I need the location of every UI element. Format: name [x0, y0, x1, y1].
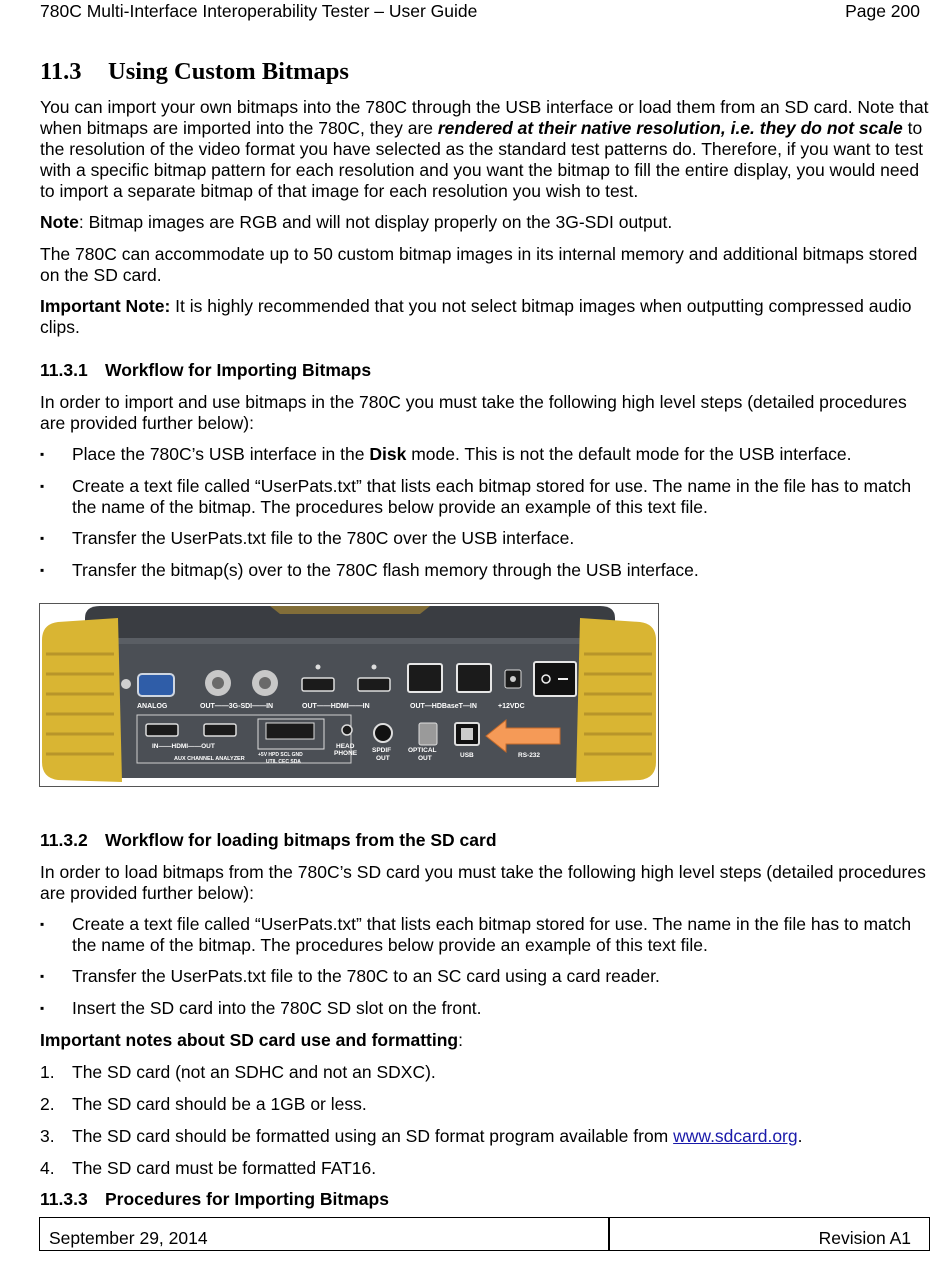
optical-label-2: OUT — [418, 755, 432, 762]
item-text-after: . — [797, 1126, 803, 1146]
sd-notes-colon: : — [458, 1030, 463, 1050]
subsection-number: 11.3.1 — [40, 360, 88, 380]
hdbaset-label: OUT—HDBaseT—IN — [410, 703, 477, 710]
numbered-item — [40, 1094, 930, 1115]
bullet-text: Place the 780C’s USB interface in the — [72, 444, 370, 464]
bullet-bold: Disk — [369, 444, 407, 464]
important-note-text: It is highly recommended that you not select bitmap images when outputting compressed audio clips. — [40, 296, 912, 337]
footer-divider — [608, 1218, 610, 1250]
list-item — [40, 966, 930, 987]
item-number: 4. — [40, 1158, 55, 1178]
bullet-text: Transfer the UserPats.txt file to the 780C over the USB interface. — [72, 528, 575, 548]
intro-text-2: to the resolution of the video format you have selected as the standard test patterns do. Therefore, if you want to test with a specific bitmap pattern for each resolution and you want the bitmap to fill the entire display, you would need to import a separate bitmap of that image for each resolution you wish to test. — [40, 118, 923, 201]
subsection-title: Workflow for Importing Bitmaps — [105, 360, 372, 380]
analog-label: ANALOG — [137, 703, 168, 710]
important-note-label: Important Note: — [40, 296, 171, 316]
bullet-marker: ▪ — [40, 563, 45, 577]
list-item — [40, 528, 930, 549]
hdmi-bottom-label: IN——HDMI——OUT — [152, 743, 215, 750]
note-label: Note — [40, 212, 79, 232]
spdif-label-2: OUT — [376, 755, 390, 762]
bullet-text: Transfer the UserPats.txt file to the 780C to an SC card using a card reader. — [72, 966, 660, 986]
section-heading — [40, 57, 349, 87]
footer-revision: Revision A1 — [818, 1228, 911, 1248]
numbered-item — [40, 1158, 930, 1179]
rs232-label: RS-232 — [518, 752, 541, 759]
intro-paragraph — [40, 97, 930, 202]
bullet-marker: ▪ — [40, 969, 45, 983]
running-header-title: 780C Multi-Interface Interoperability Tester – User Guide — [40, 1, 478, 21]
dc-label: +12VDC — [498, 703, 525, 710]
section-number: 11.3 — [40, 58, 82, 85]
sd-notes-heading-text: Important notes about SD card use and formatting — [40, 1030, 459, 1050]
item-number: 3. — [40, 1126, 55, 1146]
list-item — [40, 560, 930, 581]
subsection-title: Procedures for Importing Bitmaps — [105, 1189, 389, 1209]
list-item — [40, 444, 930, 465]
footer-date: September 29, 2014 — [49, 1228, 208, 1248]
sd-notes-heading — [40, 1030, 930, 1051]
bullet-marker: ▪ — [40, 479, 45, 493]
numbered-item — [40, 1062, 930, 1083]
subsection-number: 11.3.2 — [40, 830, 88, 850]
bullet-text: Insert the SD card into the 780C SD slot on the front. — [72, 998, 482, 1018]
list-item — [40, 914, 930, 956]
bullet-marker: ▪ — [40, 447, 45, 461]
aux-pins2-label: UTIL CEC SDA — [266, 759, 301, 765]
bullet-marker: ▪ — [40, 1001, 45, 1015]
optical-label: OPTICAL — [408, 747, 437, 754]
sdcard-link[interactable]: www.sdcard.org — [673, 1126, 798, 1146]
aux-pins-label: +5V HPD SCL GND — [258, 752, 303, 758]
numbered-item — [40, 1126, 930, 1147]
sub2-intro: In order to load bitmaps from the 780C’s SD card you must take the following high level steps (detailed procedures are provided further below): — [40, 862, 926, 903]
intro-emphasis: rendered at their native resolution, i.e. they do not scale — [437, 118, 903, 138]
note-paragraph — [40, 212, 930, 233]
important-note-paragraph — [40, 296, 930, 338]
spdif-label: SPDIF — [372, 747, 392, 754]
subsection-number: 11.3.3 — [40, 1189, 88, 1209]
bullet-text-after: mode. This is not the default mode for the USB interface. — [406, 444, 852, 464]
subsection-heading-3 — [40, 1189, 389, 1210]
subsection-title: Workflow for loading bitmaps from the SD card — [105, 830, 497, 850]
headphone-label: HEAD — [336, 743, 355, 750]
item-number: 2. — [40, 1094, 55, 1114]
subsection-heading-1 — [40, 360, 371, 381]
hdmi-top-label: OUT——HDMI——IN — [302, 703, 370, 710]
item-text: The SD card should be formatted using an SD format program available from — [72, 1126, 674, 1146]
device-rear-panel-photo — [39, 603, 659, 787]
list-item — [40, 998, 930, 1019]
item-number: 1. — [40, 1062, 55, 1082]
aux-label: AUX CHANNEL ANALYZER — [174, 756, 245, 762]
intro-text-1: You can import your own bitmaps into the 780C through the USB interface or load them from an SD card. Note that when bitmaps are imported into the 780C, they are — [40, 97, 929, 138]
note-text: : Bitmap images are RGB and will not display properly on the 3G-SDI output. — [78, 212, 673, 232]
section-title: Using Custom Bitmaps — [108, 58, 349, 85]
sub1-intro: In order to import and use bitmaps in the 780C you must take the following high level steps (detailed procedures are provided further below): — [40, 392, 907, 433]
item-text: The SD card should be a 1GB or less. — [72, 1094, 367, 1114]
bullet-text: Create a text file called “UserPats.txt” that lists each bitmap stored for use. The name in the file has to match the name of the bitmap. The procedures below provide an example of this text file. — [72, 476, 912, 517]
bullet-text: Create a text file called “UserPats.txt” that lists each bitmap stored for use. The name in the file has to match the name of the bitmap. The procedures below provide an example of this text file. — [72, 914, 912, 955]
bullet-marker: ▪ — [40, 531, 45, 545]
page-number: Page 200 — [845, 1, 920, 21]
usb-label: USB — [460, 752, 474, 759]
page-footer — [39, 1217, 930, 1251]
sdi-label: OUT——3G-SDI——IN — [200, 703, 274, 710]
bullet-marker: ▪ — [40, 917, 45, 931]
subsection-heading-2 — [40, 830, 497, 851]
list-item — [40, 476, 930, 518]
item-text: The SD card (not an SDHC and not an SDXC). — [72, 1062, 436, 1082]
capacity-paragraph: The 780C can accommodate up to 50 custom bitmap images in its internal memory and additional bitmaps stored on the SD card. — [40, 244, 918, 285]
bullet-text: Transfer the bitmap(s) over to the 780C flash memory through the USB interface. — [72, 560, 699, 580]
headphone-label-2: PHONE — [334, 750, 358, 757]
item-text: The SD card must be formatted FAT16. — [72, 1158, 377, 1178]
